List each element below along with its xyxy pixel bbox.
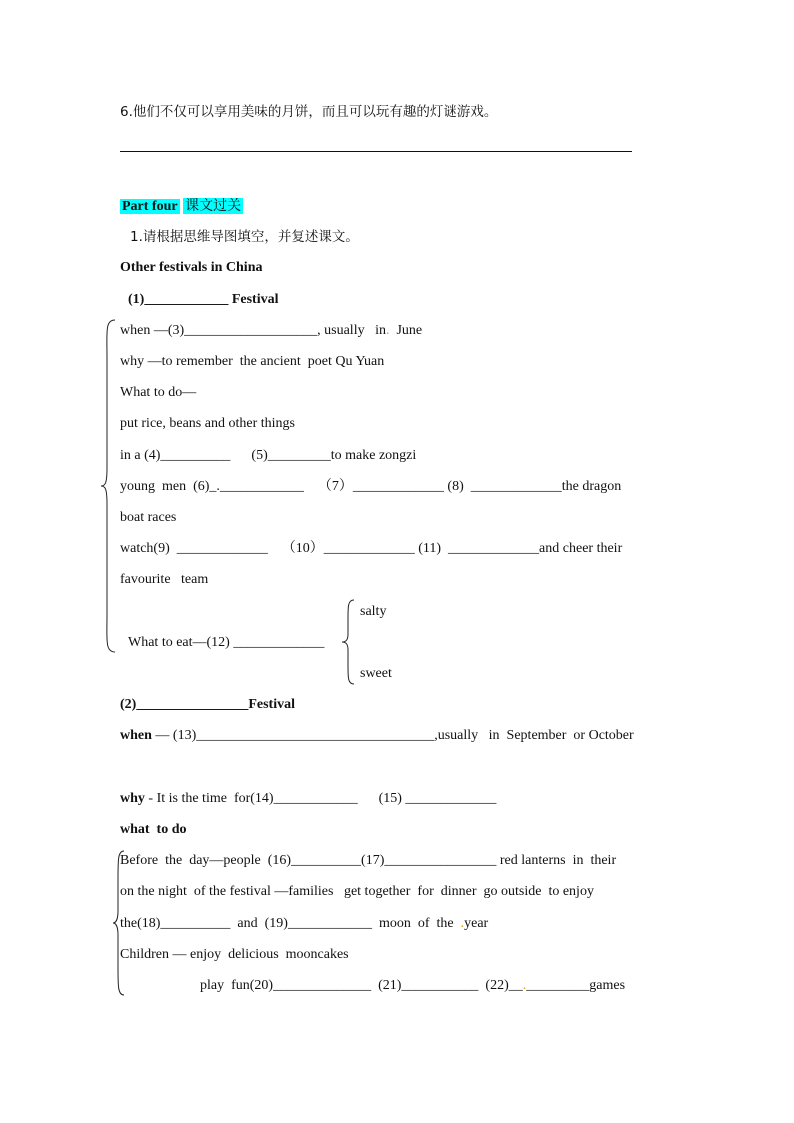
why-line: why —to remember the ancient poet Qu Yuan <box>120 354 385 369</box>
what-to-do-line: What to do— <box>120 385 197 400</box>
when-line: when —(3)___________________, usually in. June <box>120 323 423 338</box>
right-brace-eat <box>340 598 356 686</box>
moon-line: the(18)__________ and (19)____________ moon of the .year <box>120 916 489 931</box>
why-line-2: why - It is the time for(14)____________ (15) _____________ <box>120 791 497 806</box>
watch-line: watch(9) _____________ （10）_____________ (11) _____________and cheer their <box>120 541 623 556</box>
boat-races-line: boat races <box>120 510 177 525</box>
young-men-line: young men (6)_.____________ （7）_____________ (8) _____________the dragon <box>120 479 622 494</box>
salty-option: salty <box>360 604 387 619</box>
when-line-2: when — (13)__________________________________,usually in September or October <box>120 728 634 743</box>
part-label: Part four <box>122 199 178 214</box>
part-four-heading <box>120 197 243 216</box>
section-subtitle: Other festivals in China <box>120 260 263 275</box>
festival-2-heading: (2)________________Festival <box>120 697 295 712</box>
night-line: on the night of the festival —families get together for dinner go outside to enjoy <box>120 884 594 899</box>
children-line: Children — enjoy delicious mooncakes <box>120 947 349 962</box>
before-day-line: Before the day—people (16)__________(17)________________ red lanterns in their <box>120 853 617 868</box>
festival-1-heading: (1)____________ Festival <box>128 292 279 307</box>
task-instruction: 1.请根据思维导图填空，并复述课文。 <box>130 229 359 245</box>
part-cn-label: 课文过关 <box>185 198 242 214</box>
left-brace-1 <box>100 318 120 654</box>
in-a-line: in a (4)__________ (5)_________to make zongzi <box>120 448 417 463</box>
answer-line <box>120 151 632 152</box>
what-to-eat-line: What to eat—(12) _____________ <box>128 635 325 650</box>
team-line: favourite team <box>120 572 209 587</box>
what-to-do-heading-2: what to do <box>120 822 187 837</box>
sweet-option: sweet <box>360 666 392 681</box>
play-line: play fun(20)______________ (21)___________ (22)__._________games <box>200 978 626 993</box>
put-line: put rice, beans and other things <box>120 416 295 431</box>
question-6: 6.他们不仅可以享用美味的月饼，而且可以玩有趣的灯谜游戏。 <box>120 104 498 120</box>
